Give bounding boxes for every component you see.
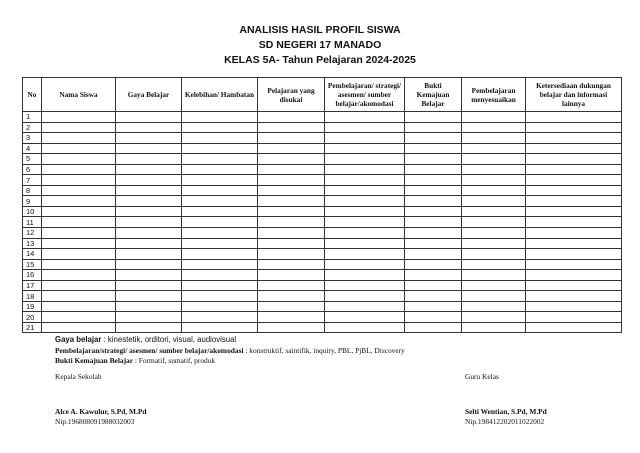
table-row bbox=[23, 270, 622, 281]
table-cell[interactable] bbox=[526, 112, 622, 123]
table-cell[interactable] bbox=[182, 291, 258, 302]
table-cell[interactable] bbox=[405, 154, 462, 165]
row-number: 15 bbox=[23, 259, 42, 270]
table-cell[interactable] bbox=[116, 270, 182, 281]
table-cell[interactable] bbox=[42, 259, 116, 270]
table-cell[interactable] bbox=[42, 164, 116, 175]
table-cell[interactable] bbox=[42, 280, 116, 291]
table-cell[interactable] bbox=[325, 217, 405, 228]
signature-left-name: Alce A. Kawulur, S.Pd, M.Pd bbox=[55, 407, 147, 416]
table-cell[interactable] bbox=[462, 154, 526, 165]
table-cell[interactable] bbox=[42, 291, 116, 302]
table-cell[interactable] bbox=[462, 122, 526, 133]
table-cell[interactable] bbox=[116, 322, 182, 333]
table-cell[interactable] bbox=[258, 143, 325, 154]
table-cell[interactable] bbox=[526, 143, 622, 154]
table-body bbox=[23, 112, 622, 333]
table-cell[interactable] bbox=[526, 228, 622, 239]
table-cell[interactable] bbox=[405, 122, 462, 133]
table-cell[interactable] bbox=[182, 196, 258, 207]
note-bukti-kemajuan bbox=[55, 356, 615, 367]
table-cell[interactable] bbox=[182, 217, 258, 228]
table-cell[interactable] bbox=[405, 280, 462, 291]
row-number: 17 bbox=[23, 280, 42, 291]
table-cell[interactable] bbox=[182, 154, 258, 165]
table-cell[interactable] bbox=[405, 322, 462, 333]
table-cell[interactable] bbox=[182, 270, 258, 281]
table-cell[interactable] bbox=[325, 249, 405, 260]
row-number: 6 bbox=[23, 164, 42, 175]
table-cell[interactable] bbox=[325, 175, 405, 186]
table-row bbox=[23, 154, 622, 165]
col-header-no: No bbox=[23, 78, 42, 112]
table-cell[interactable] bbox=[526, 175, 622, 186]
table-row bbox=[23, 175, 622, 186]
student-profile-table bbox=[22, 77, 622, 333]
col-header-gaya-belajar: Gaya Belajar bbox=[116, 78, 182, 112]
table-cell[interactable] bbox=[258, 312, 325, 323]
signature-left-nip: Nip.196808091988032003 bbox=[55, 417, 135, 426]
table-row bbox=[23, 312, 622, 323]
table-cell[interactable] bbox=[462, 270, 526, 281]
row-number: 20 bbox=[23, 312, 42, 323]
table-row bbox=[23, 164, 622, 175]
table-cell[interactable] bbox=[325, 143, 405, 154]
signature-right-name: Selti Wentian, S.Pd, M.Pd bbox=[465, 407, 547, 416]
signature-left-role: Kepala Sekolah bbox=[55, 372, 102, 381]
table-cell[interactable] bbox=[116, 164, 182, 175]
table-cell[interactable] bbox=[258, 270, 325, 281]
table-cell[interactable] bbox=[405, 217, 462, 228]
table-cell[interactable] bbox=[405, 270, 462, 281]
table-cell[interactable] bbox=[462, 228, 526, 239]
table-row bbox=[23, 185, 622, 196]
table-cell[interactable] bbox=[526, 249, 622, 260]
table-cell[interactable] bbox=[42, 154, 116, 165]
table-cell[interactable] bbox=[258, 112, 325, 123]
table-cell[interactable] bbox=[325, 185, 405, 196]
table-cell[interactable] bbox=[462, 112, 526, 123]
row-number: 12 bbox=[23, 228, 42, 239]
table-cell[interactable] bbox=[116, 112, 182, 123]
row-number: 9 bbox=[23, 196, 42, 207]
legend-notes bbox=[55, 335, 615, 367]
table-cell[interactable] bbox=[325, 206, 405, 217]
table-cell[interactable] bbox=[405, 175, 462, 186]
note-gaya-label: Gaya belajar bbox=[55, 335, 102, 344]
table-cell[interactable] bbox=[258, 133, 325, 144]
table-cell[interactable] bbox=[462, 238, 526, 249]
table-cell[interactable] bbox=[42, 175, 116, 186]
table-cell[interactable] bbox=[42, 185, 116, 196]
table-cell[interactable] bbox=[462, 143, 526, 154]
row-number: 3 bbox=[23, 133, 42, 144]
table-cell[interactable] bbox=[462, 196, 526, 207]
row-number: 16 bbox=[23, 270, 42, 281]
table-cell[interactable] bbox=[258, 301, 325, 312]
table-cell[interactable] bbox=[258, 164, 325, 175]
col-header-nama-siswa: Nama Siswa bbox=[42, 78, 116, 112]
note-bukti-text: : Formatif, sumatif, produk bbox=[133, 356, 216, 365]
table-cell[interactable] bbox=[405, 196, 462, 207]
table-cell[interactable] bbox=[526, 206, 622, 217]
table-cell[interactable] bbox=[462, 185, 526, 196]
table-cell[interactable] bbox=[462, 217, 526, 228]
table-cell[interactable] bbox=[42, 270, 116, 281]
table-header-row bbox=[23, 78, 622, 112]
table-cell[interactable] bbox=[325, 196, 405, 207]
table-cell[interactable] bbox=[42, 206, 116, 217]
row-number: 19 bbox=[23, 301, 42, 312]
table-cell[interactable] bbox=[42, 322, 116, 333]
col-header-pembelajaran-strategi: Pembelajaran/ strategi/ asesmen/ sumber belajar/akomodasi bbox=[325, 78, 405, 112]
signature-right bbox=[465, 372, 547, 427]
table-cell[interactable] bbox=[182, 143, 258, 154]
signature-right-nip: Nip.198412202011022002 bbox=[465, 417, 545, 426]
row-number: 7 bbox=[23, 175, 42, 186]
table-cell[interactable] bbox=[258, 175, 325, 186]
table-cell[interactable] bbox=[462, 322, 526, 333]
col-header-ketersediaan-dukungan: Ketersediaan dukungan belajar dan informasi lainnya bbox=[526, 78, 622, 112]
table-cell[interactable] bbox=[116, 312, 182, 323]
table-cell[interactable] bbox=[325, 312, 405, 323]
table-cell[interactable] bbox=[116, 238, 182, 249]
table-cell[interactable] bbox=[462, 206, 526, 217]
table-cell[interactable] bbox=[258, 249, 325, 260]
table-cell[interactable] bbox=[116, 185, 182, 196]
table-cell[interactable] bbox=[325, 280, 405, 291]
row-number: 4 bbox=[23, 143, 42, 154]
table-cell[interactable] bbox=[405, 112, 462, 123]
table-row bbox=[23, 249, 622, 260]
table-cell[interactable] bbox=[405, 206, 462, 217]
table-cell[interactable] bbox=[526, 301, 622, 312]
table-cell[interactable] bbox=[526, 122, 622, 133]
table-cell[interactable] bbox=[258, 206, 325, 217]
row-number: 11 bbox=[23, 217, 42, 228]
table-cell[interactable] bbox=[405, 259, 462, 270]
table-cell[interactable] bbox=[526, 259, 622, 270]
table-cell[interactable] bbox=[42, 228, 116, 239]
table-cell[interactable] bbox=[258, 291, 325, 302]
table-cell[interactable] bbox=[42, 133, 116, 144]
table-cell[interactable] bbox=[325, 322, 405, 333]
table-cell[interactable] bbox=[405, 312, 462, 323]
table-cell[interactable] bbox=[182, 322, 258, 333]
table-cell[interactable] bbox=[182, 301, 258, 312]
table-cell[interactable] bbox=[258, 228, 325, 239]
table-cell[interactable] bbox=[526, 196, 622, 207]
table-cell[interactable] bbox=[258, 185, 325, 196]
col-header-pelajaran-disukai: Pelajaran yang disukai bbox=[258, 78, 325, 112]
table-cell[interactable] bbox=[116, 291, 182, 302]
col-header-kelebihan-hambatan: Kelebihan/ Hambatan bbox=[182, 78, 258, 112]
table-row bbox=[23, 238, 622, 249]
col-header-bukti-kemajuan: Bukti Kemajuan Belajar bbox=[405, 78, 462, 112]
table-cell[interactable] bbox=[116, 217, 182, 228]
table-cell[interactable] bbox=[42, 238, 116, 249]
table-cell[interactable] bbox=[325, 164, 405, 175]
table-row bbox=[23, 133, 622, 144]
table-cell[interactable] bbox=[42, 122, 116, 133]
table-cell[interactable] bbox=[526, 185, 622, 196]
title-line-1: ANALISIS HASIL PROFIL SISWA bbox=[239, 24, 401, 36]
table-cell[interactable] bbox=[405, 164, 462, 175]
note-pembelajaran-label: Pembelajaran/strategi/ asesmen/ sumber belajar/akomodasi bbox=[55, 345, 244, 355]
table-cell[interactable] bbox=[462, 280, 526, 291]
note-pembelajaran bbox=[55, 346, 615, 357]
table-cell[interactable] bbox=[405, 249, 462, 260]
table-cell[interactable] bbox=[116, 175, 182, 186]
table-cell[interactable] bbox=[42, 249, 116, 260]
table-cell[interactable] bbox=[405, 301, 462, 312]
table-cell[interactable] bbox=[325, 270, 405, 281]
row-number: 10 bbox=[23, 206, 42, 217]
table-row bbox=[23, 322, 622, 333]
table-cell[interactable] bbox=[325, 122, 405, 133]
table-cell[interactable] bbox=[116, 259, 182, 270]
table-cell[interactable] bbox=[526, 312, 622, 323]
table-cell[interactable] bbox=[258, 154, 325, 165]
row-number: 1 bbox=[23, 112, 42, 123]
table-cell[interactable] bbox=[325, 154, 405, 165]
table-cell[interactable] bbox=[405, 238, 462, 249]
table-cell[interactable] bbox=[325, 291, 405, 302]
note-pembelajaran-text: : konstruktif, saintifik, inquiry, PBL, PjBL, Discovery bbox=[243, 345, 405, 355]
table-cell[interactable] bbox=[526, 154, 622, 165]
table-cell[interactable] bbox=[462, 133, 526, 144]
document-title bbox=[0, 23, 640, 68]
table-cell[interactable] bbox=[182, 280, 258, 291]
table-cell[interactable] bbox=[42, 301, 116, 312]
table-cell[interactable] bbox=[462, 259, 526, 270]
table-cell[interactable] bbox=[526, 164, 622, 175]
note-gaya-belajar bbox=[55, 335, 615, 346]
table-cell[interactable] bbox=[258, 217, 325, 228]
table-cell[interactable] bbox=[182, 185, 258, 196]
table-row bbox=[23, 291, 622, 302]
table-row bbox=[23, 122, 622, 133]
row-number: 14 bbox=[23, 249, 42, 260]
table-cell[interactable] bbox=[462, 249, 526, 260]
table-cell[interactable] bbox=[42, 196, 116, 207]
table-cell[interactable] bbox=[462, 291, 526, 302]
row-number: 8 bbox=[23, 185, 42, 196]
table-cell[interactable] bbox=[405, 185, 462, 196]
table-cell[interactable] bbox=[526, 322, 622, 333]
row-number: 18 bbox=[23, 291, 42, 302]
table-cell[interactable] bbox=[405, 291, 462, 302]
signature-right-role: Guru Kelas bbox=[465, 372, 499, 381]
table-cell[interactable] bbox=[526, 280, 622, 291]
row-number: 5 bbox=[23, 154, 42, 165]
table-cell[interactable] bbox=[405, 143, 462, 154]
table-cell[interactable] bbox=[42, 143, 116, 154]
table-cell[interactable] bbox=[258, 238, 325, 249]
title-line-2: SD NEGERI 17 MANADO bbox=[258, 39, 382, 51]
table-cell[interactable] bbox=[42, 217, 116, 228]
table-cell[interactable] bbox=[526, 291, 622, 302]
table-cell[interactable] bbox=[462, 175, 526, 186]
table-cell[interactable] bbox=[526, 238, 622, 249]
row-number: 13 bbox=[23, 238, 42, 249]
table-row bbox=[23, 217, 622, 228]
table-cell[interactable] bbox=[325, 228, 405, 239]
table-cell[interactable] bbox=[182, 112, 258, 123]
table-cell[interactable] bbox=[182, 175, 258, 186]
table-row bbox=[23, 206, 622, 217]
title-line-3: KELAS 5A- Tahun Pelajaran 2024-2025 bbox=[224, 54, 416, 66]
col-header-pembelajaran-menyesuaikan: Pembelajaran menyesuaikan bbox=[462, 78, 526, 112]
table-cell[interactable] bbox=[526, 217, 622, 228]
table-cell[interactable] bbox=[182, 206, 258, 217]
table-cell[interactable] bbox=[116, 301, 182, 312]
table-cell[interactable] bbox=[325, 238, 405, 249]
table-cell[interactable] bbox=[182, 122, 258, 133]
table-row bbox=[23, 112, 622, 123]
table-cell[interactable] bbox=[116, 133, 182, 144]
table-cell[interactable] bbox=[116, 228, 182, 239]
signature-left bbox=[55, 372, 147, 427]
note-bukti-label: Bukti Kemajuan Belajar bbox=[55, 356, 134, 365]
table-cell[interactable] bbox=[42, 312, 116, 323]
row-number: 21 bbox=[23, 322, 42, 333]
table-cell[interactable] bbox=[182, 228, 258, 239]
table-row bbox=[23, 259, 622, 270]
table-row bbox=[23, 228, 622, 239]
table-cell[interactable] bbox=[258, 322, 325, 333]
table-cell[interactable] bbox=[258, 196, 325, 207]
table-row bbox=[23, 280, 622, 291]
table-cell[interactable] bbox=[182, 312, 258, 323]
table-cell[interactable] bbox=[325, 112, 405, 123]
table-cell[interactable] bbox=[182, 164, 258, 175]
table-cell[interactable] bbox=[405, 133, 462, 144]
table-row bbox=[23, 196, 622, 207]
table-cell[interactable] bbox=[116, 122, 182, 133]
table-cell[interactable] bbox=[325, 133, 405, 144]
table-cell[interactable] bbox=[462, 301, 526, 312]
table-cell[interactable] bbox=[526, 133, 622, 144]
table-row bbox=[23, 301, 622, 312]
table-cell[interactable] bbox=[258, 280, 325, 291]
row-number: 2 bbox=[23, 122, 42, 133]
table-row bbox=[23, 143, 622, 154]
table-cell[interactable] bbox=[116, 280, 182, 291]
table-cell[interactable] bbox=[116, 196, 182, 207]
table-cell[interactable] bbox=[405, 228, 462, 239]
table-cell[interactable] bbox=[462, 312, 526, 323]
table-cell[interactable] bbox=[116, 249, 182, 260]
table-cell[interactable] bbox=[325, 259, 405, 270]
note-gaya-text: : kinestetik, orditori, visual, audiovisual bbox=[101, 335, 237, 344]
table-cell[interactable] bbox=[116, 154, 182, 165]
table-cell[interactable] bbox=[182, 249, 258, 260]
table-cell[interactable] bbox=[258, 122, 325, 133]
table-cell[interactable] bbox=[462, 164, 526, 175]
table-cell[interactable] bbox=[116, 143, 182, 154]
table-cell[interactable] bbox=[182, 133, 258, 144]
table-cell[interactable] bbox=[258, 259, 325, 270]
table-cell[interactable] bbox=[116, 206, 182, 217]
table-cell[interactable] bbox=[526, 270, 622, 281]
table-cell[interactable] bbox=[182, 238, 258, 249]
table-cell[interactable] bbox=[182, 259, 258, 270]
table-cell[interactable] bbox=[325, 301, 405, 312]
table-cell[interactable] bbox=[42, 112, 116, 123]
